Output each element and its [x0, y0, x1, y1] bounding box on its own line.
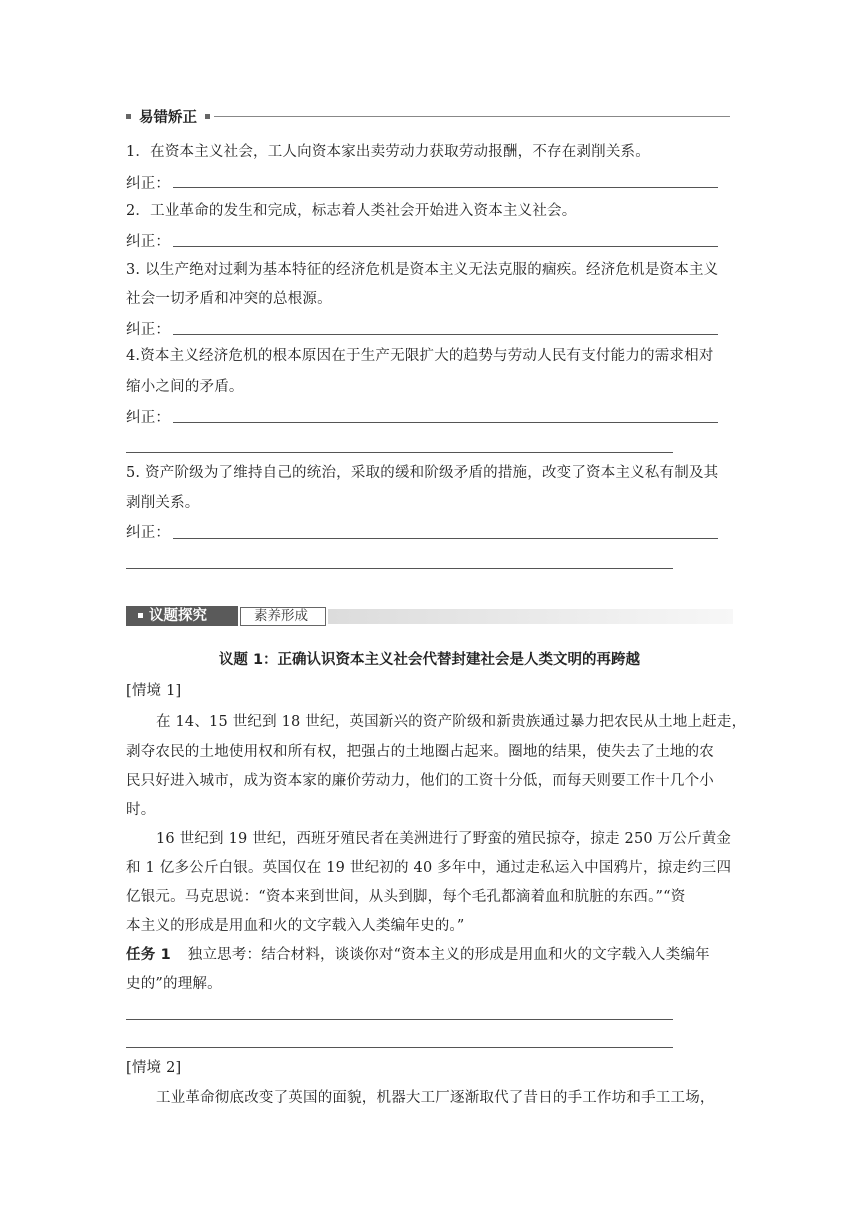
correction-label: 纠正： [126, 322, 171, 338]
error-item-3-text-line1: 3. 以生产绝对过剩为基本特征的经济危机是资本主义无法克服的痼疾。经济危机是资本主义 [126, 262, 719, 278]
answer-line[interactable] [126, 568, 673, 569]
answer-line[interactable] [173, 187, 718, 188]
square-bullet-icon [138, 613, 143, 618]
answer-line[interactable] [173, 422, 718, 423]
banner-gradient-tail [328, 609, 733, 624]
header-rule [214, 116, 730, 117]
context-1-paragraph-1-line4: 时。 [126, 802, 156, 818]
task-1-line2: 史的”的理解。 [126, 976, 222, 992]
context-1-label: [情境 1] [126, 683, 182, 699]
banner-title: 议题探究 [149, 608, 207, 624]
correction-label: 纠正： [126, 176, 171, 192]
answer-line[interactable] [173, 538, 718, 539]
context-1-paragraph-2-line2: 和 1 亿多公斤白银。英国仅在 19 世纪初的 40 多年中，通过走私运入中国鸦片，掠走约三四 [126, 860, 732, 876]
context-1-paragraph-2-line3: 亿银元。马克思说：“资本来到世间，从头到脚，每个毛孔都滴着血和肮脏的东西。”“资 [126, 889, 686, 905]
task-1-text: 独立思考：结合材料，谈谈你对“资本主义的形成是用血和火的文字载入人类编年 [187, 947, 710, 963]
context-2-label: [情境 2] [126, 1060, 182, 1076]
answer-line[interactable] [126, 452, 673, 453]
context-1-paragraph-1-line2: 剥夺农民的土地使用权和所有权，把强占的土地圈占起来。圈地的结果，使失去了土地的农 [126, 744, 714, 760]
task-1-line1 [126, 945, 710, 965]
error-item-3-text-line2: 社会一切矛盾和冲突的总根源。 [126, 291, 332, 307]
context-2-paragraph-1-line1: 工业革命彻底改变了英国的面貌，机器大工厂逐渐取代了昔日的手工作坊和手工工场， [156, 1090, 715, 1106]
error-item-2-text: 2．工业革命的发生和完成，标志着人类社会开始进入资本主义社会。 [126, 203, 577, 219]
error-item-4-text-line2: 缩小之间的矛盾。 [126, 379, 244, 395]
section-title: 易错矫正 [139, 109, 197, 126]
square-bullet-icon [126, 114, 131, 119]
error-item-5-text-line1: 5. 资产阶级为了维持自己的统治，采取的缓和阶级矛盾的措施，改变了资本主义私有制及其 [126, 465, 719, 481]
context-1-paragraph-1-line1: 在 14、15 世纪到 18 世纪，英国新兴的资产阶级和新贵族通过暴力把农民从土地上赶走， [156, 714, 747, 730]
square-bullet-icon [205, 114, 210, 119]
banner-subtitle: 素养形成 [254, 608, 308, 624]
answer-line[interactable] [126, 1047, 673, 1048]
error-correction-header [126, 106, 730, 126]
context-1-paragraph-2-line1: 16 世纪到 19 世纪，西班牙殖民者在美洲进行了野蛮的殖民掠夺，掠走 250 万公斤黄金 [156, 831, 732, 847]
answer-line[interactable] [126, 1019, 673, 1020]
answer-line[interactable] [173, 246, 718, 247]
correction-label: 纠正： [126, 410, 171, 426]
section-banner [126, 606, 733, 626]
error-item-5-text-line2: 剥削关系。 [126, 495, 200, 511]
correction-label: 纠正： [126, 525, 171, 541]
topic-title: 议题 1：正确认识资本主义社会代替封建社会是人类文明的再跨越 [218, 652, 641, 668]
correction-label: 纠正： [126, 234, 171, 250]
task-1-label: 任务 1 [126, 947, 171, 963]
context-1-paragraph-2-line4: 本主义的形成是用血和火的文字载入人类编年史的。” [126, 918, 465, 934]
answer-line[interactable] [173, 334, 718, 335]
error-item-1-text: 1．在资本主义社会，工人向资本家出卖劳动力获取劳动报酬，不存在剥削关系。 [126, 144, 650, 160]
context-1-paragraph-1-line3: 民只好进入城市，成为资本家的廉价劳动力，他们的工资十分低，而每天则要工作十几个小 [126, 773, 714, 789]
error-item-4-text-line1: 4.资本主义经济危机的根本原因在于生产无限扩大的趋势与劳动人民有支付能力的需求相对 [126, 348, 714, 364]
